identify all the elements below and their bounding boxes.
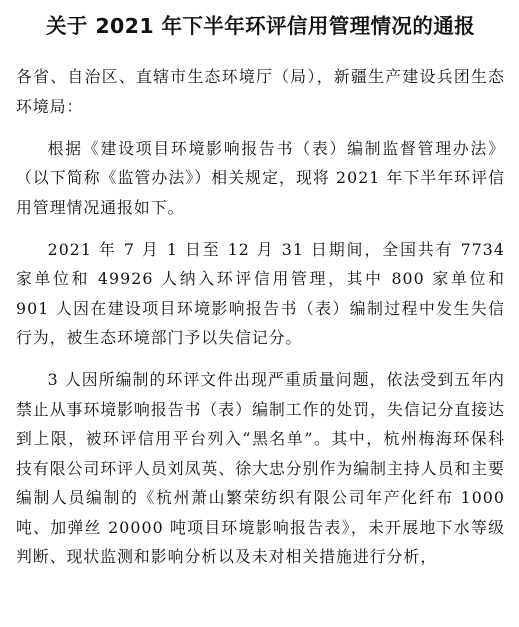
document-title: 关于 2021 年下半年环评信用管理情况的通报 xyxy=(45,14,476,38)
paragraph-statistics: 2021 年 7 月 1 日至 12 月 31 日期间，全国共有 7734 家单位和 49926 人纳入环评信用管理，其中 800 家单位和 901 人因在建设项目环境影响报告书（表）编制过程中发生失信行为，被生态环境部门予以失信记分。 xyxy=(16,239,505,347)
salutation: 各省、自治区、直辖市生态环境厅（局），新疆生产建设兵团生态环境局： xyxy=(16,67,505,116)
paragraph-basis: 根据《建设项目环境影响报告书（表）编制监督管理办法》（以下简称《监管办法》）相关规定，现将 2021 年下半年环评信用管理情况通报如下。 xyxy=(16,138,505,217)
paragraph-blacklist: 3 人因所编制的环评文件出现严重质量问题，依法受到五年内禁止从事环境影响报告书（表）编制工作的处罚，失信记分直接达到上限，被环评信用平台列入“黑名单”。其中，杭州梅海环保科技有限公司环评人员刘凤英、徐大忠分别作为编制主持人员和主要编制人员编制的《杭州萧山繁荣纺织有限公司年产化纤布 1000 吨、加弹丝 20000 吨项目环境影响报告表》，未开展地下水等级判断、现状监测和影响分析以及未对相关措施进行分析， xyxy=(16,370,505,566)
document-body xyxy=(16,62,505,572)
